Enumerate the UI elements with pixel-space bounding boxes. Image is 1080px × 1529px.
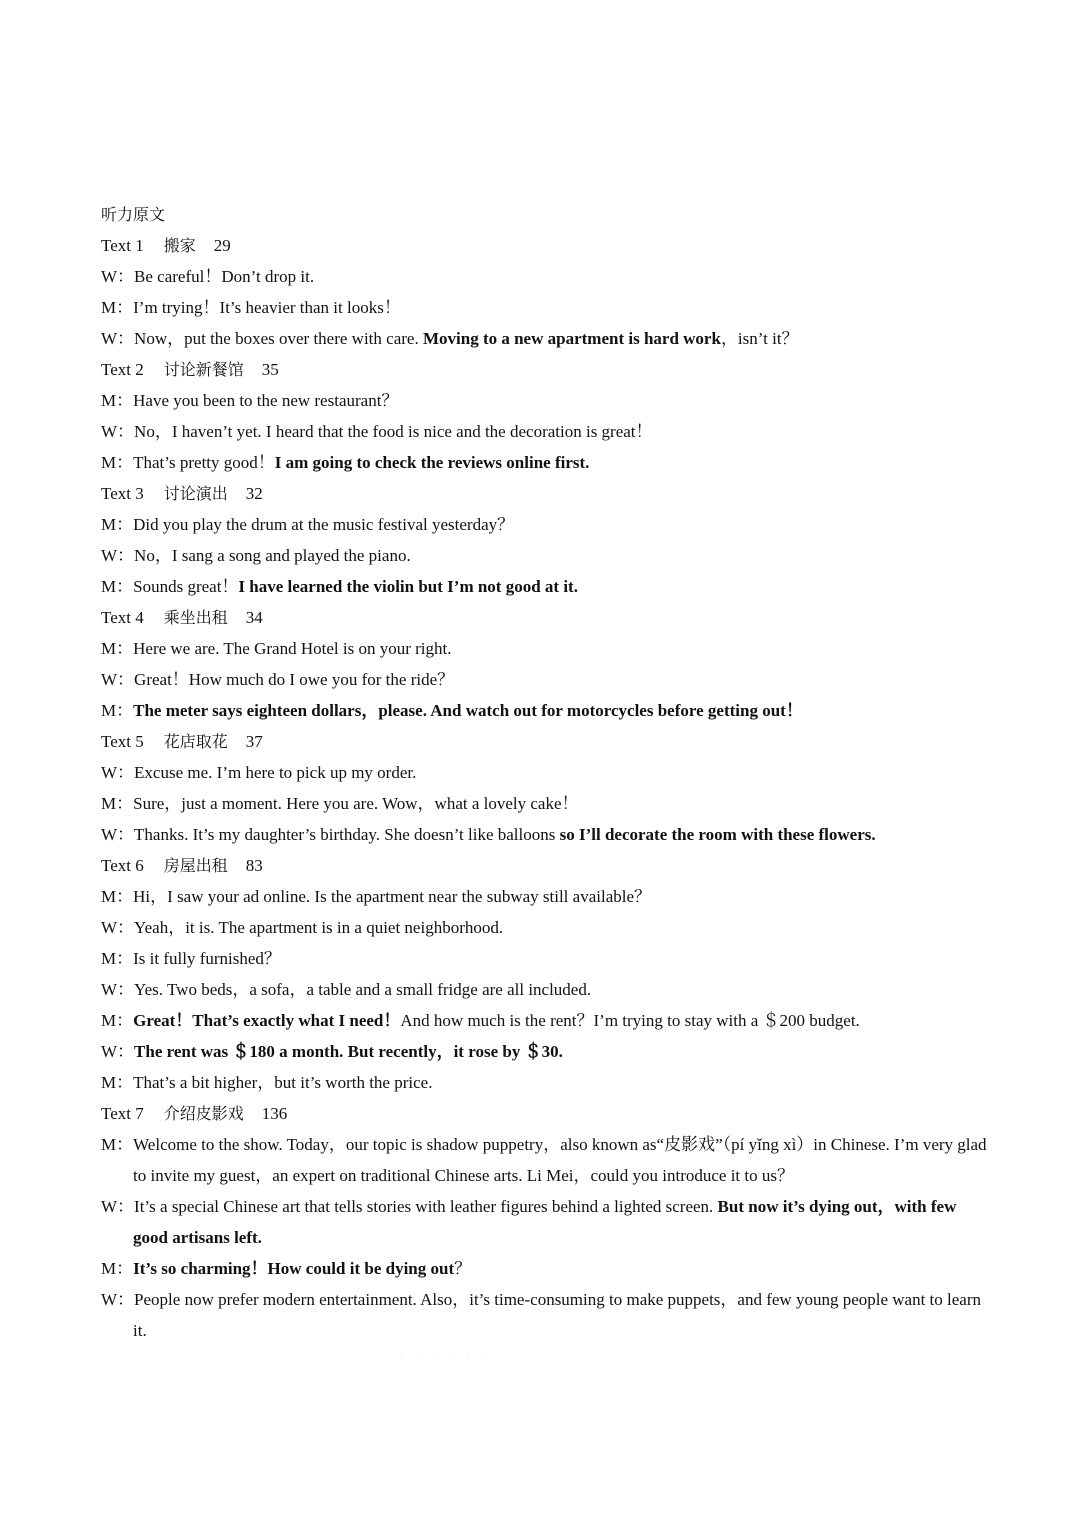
text-label: Text 4 <box>101 608 144 627</box>
text-section-title <box>101 478 991 509</box>
text-label: Text 6 <box>101 856 144 875</box>
dialog-line <box>101 1036 991 1067</box>
answer-highlight: Moving to a new apartment is hard work <box>422 329 721 348</box>
dialog-line <box>101 509 991 540</box>
dialog-text: Have you been to the new restaurant？ <box>133 391 399 410</box>
text-label: Text 3 <box>101 484 144 503</box>
transcript-list <box>101 230 991 1346</box>
text-topic: 讨论演出 <box>163 484 228 503</box>
speaker-label: W： <box>101 980 135 999</box>
dialog-line <box>101 1253 991 1284</box>
dialog-text: Great！How much do I owe you for the ride？ <box>134 670 455 689</box>
dialog-line <box>101 1005 991 1036</box>
text-topic: 搬家 <box>163 236 196 255</box>
answer-highlight: I have learned the violin but I’m not good at it. <box>238 577 578 596</box>
text-section-title <box>101 230 991 261</box>
speaker-label: M： <box>101 391 134 410</box>
dialog-text: Thanks. It’s my daughter’s birthday. She doesn’t like balloons <box>134 825 560 844</box>
dialog-text: Yeah，it is. The apartment is in a quiet neighborhood. <box>134 918 504 937</box>
dialog-text: Welcome to the show. Today，our topic is shadow puppetry，also known as“皮影戏”（pí yǐng xì）in Chinese. I’m very glad to invite my guest，an expert on traditional Chinese arts. Li Mei，could you introduce it to us？ <box>133 1135 987 1185</box>
speaker-label: W： <box>101 1290 135 1309</box>
speaker-label: M： <box>101 1073 134 1092</box>
speaker-label: W： <box>101 1042 135 1061</box>
text-topic: 房屋出租 <box>163 856 228 875</box>
dialog-text: Excuse me. I’m here to pick up my order. <box>134 763 417 782</box>
speaker-label: M： <box>101 639 134 658</box>
dialog-line <box>101 912 991 943</box>
dialog-text: That’s pretty good！ <box>133 453 275 472</box>
text-section-title <box>101 354 991 385</box>
answer-highlight: Great！That’s exactly what I need！ <box>133 1011 401 1030</box>
speaker-label: M： <box>101 453 134 472</box>
speaker-label: W： <box>101 670 135 689</box>
speaker-label: M： <box>101 577 134 596</box>
text-topic: 乘坐出租 <box>163 608 228 627</box>
text-topic: 介绍皮影戏 <box>163 1104 244 1123</box>
speaker-label: W： <box>101 329 135 348</box>
dialog-text: Yes. Two beds，a sofa，a table and a small fridge are all included. <box>134 980 592 999</box>
speaker-label: M： <box>101 1135 134 1154</box>
dialog-text: ，isn’t it？ <box>720 329 799 348</box>
text-number: 136 <box>261 1104 288 1123</box>
dialog-line <box>101 1191 991 1253</box>
text-section-title <box>101 1098 991 1129</box>
dialog-line <box>101 664 991 695</box>
text-number: 32 <box>245 484 263 503</box>
text-number: 35 <box>261 360 279 379</box>
dialog-line <box>101 1067 991 1098</box>
answer-highlight: The rent was ＄180 a month. But recently，it rose by ＄30. <box>134 1042 563 1061</box>
speaker-label: M： <box>101 1259 134 1278</box>
dialog-line <box>101 447 991 478</box>
text-section-title <box>101 602 991 633</box>
text-label: Text 1 <box>101 236 144 255</box>
dialog-line <box>101 416 991 447</box>
page-heading: 听力原文 <box>101 205 166 224</box>
speaker-label: W： <box>101 546 135 565</box>
transcript-page <box>101 199 991 1346</box>
dialog-line <box>101 571 991 602</box>
dialog-line <box>101 788 991 819</box>
dialog-line <box>101 819 991 850</box>
dialog-text: It’s a special Chinese art that tells stories with leather figures behind a lighted screen. <box>134 1197 718 1216</box>
dialog-line <box>101 323 991 354</box>
speaker-label: M： <box>101 794 134 813</box>
dialog-line <box>101 757 991 788</box>
text-section-title <box>101 726 991 757</box>
dialog-text: Sounds great！ <box>133 577 239 596</box>
text-number: 29 <box>213 236 231 255</box>
dialog-line <box>101 974 991 1005</box>
dialog-text: Did you play the drum at the music festival yesterday？ <box>133 515 515 534</box>
speaker-label: M： <box>101 949 134 968</box>
text-label: Text 7 <box>101 1104 144 1123</box>
dialog-text: No，I haven’t yet. I heard that the food is nice and the decoration is great！ <box>134 422 653 441</box>
dialog-text: ？ <box>454 1259 472 1278</box>
dialog-line <box>101 261 991 292</box>
text-number: 83 <box>245 856 263 875</box>
speaker-label: M： <box>101 887 134 906</box>
speaker-label: W： <box>101 267 135 286</box>
answer-highlight: so I’ll decorate the room with these flowers. <box>559 825 876 844</box>
text-topic: 花店取花 <box>163 732 228 751</box>
dialog-text: Hi，I saw your ad online. Is the apartment near the subway still available？ <box>133 887 652 906</box>
text-label: Text 5 <box>101 732 144 751</box>
dialog-text: And how much is the rent？I’m trying to stay with a ＄200 budget. <box>400 1011 860 1030</box>
dialog-line <box>101 1284 991 1346</box>
dialog-text: I’m trying！It’s heavier than it looks！ <box>133 298 401 317</box>
speaker-label: M： <box>101 1011 134 1030</box>
dialog-text: People now prefer modern entertainment. Also，it’s time-consuming to make puppets，and few young people want to learn it. <box>133 1290 982 1340</box>
speaker-label: W： <box>101 763 135 782</box>
dialog-line <box>101 633 991 664</box>
speaker-label: M： <box>101 298 134 317</box>
dialog-line <box>101 540 991 571</box>
text-topic: 讨论新餐馆 <box>163 360 244 379</box>
dialog-text: Sure，just a moment. Here you are. Wow，what a lovely cake！ <box>133 794 579 813</box>
dialog-text: Here we are. The Grand Hotel is on your right. <box>133 639 452 658</box>
answer-highlight: I am going to check the reviews online first. <box>274 453 590 472</box>
text-number: 34 <box>245 608 263 627</box>
answer-highlight: But now it’s dying out，with few good artisans left. <box>133 1197 957 1247</box>
speaker-label: M： <box>101 701 134 720</box>
dialog-text: Now，put the boxes over there with care. <box>134 329 423 348</box>
dialog-line <box>101 695 991 726</box>
dialog-text: That’s a bit higher，but it’s worth the price. <box>133 1073 433 1092</box>
faint-footer-mark: · · · · · · <box>400 1350 492 1359</box>
dialog-text: Be careful！Don’t drop it. <box>134 267 315 286</box>
speaker-label: W： <box>101 1197 135 1216</box>
speaker-label: W： <box>101 825 135 844</box>
speaker-label: W： <box>101 422 135 441</box>
answer-highlight: The meter says eighteen dollars，please. And watch out for motorcycles before getting out！ <box>133 701 803 720</box>
dialog-line <box>101 881 991 912</box>
text-number: 37 <box>245 732 263 751</box>
answer-highlight: It’s so charming！How could it be dying out <box>133 1259 455 1278</box>
speaker-label: M： <box>101 515 134 534</box>
dialog-text: No，I sang a song and played the piano. <box>134 546 411 565</box>
dialog-line <box>101 292 991 323</box>
text-section-title <box>101 850 991 881</box>
dialog-line <box>101 943 991 974</box>
dialog-line <box>101 1129 991 1191</box>
text-label: Text 2 <box>101 360 144 379</box>
dialog-line <box>101 385 991 416</box>
dialog-text: Is it fully furnished？ <box>133 949 281 968</box>
speaker-label: W： <box>101 918 135 937</box>
